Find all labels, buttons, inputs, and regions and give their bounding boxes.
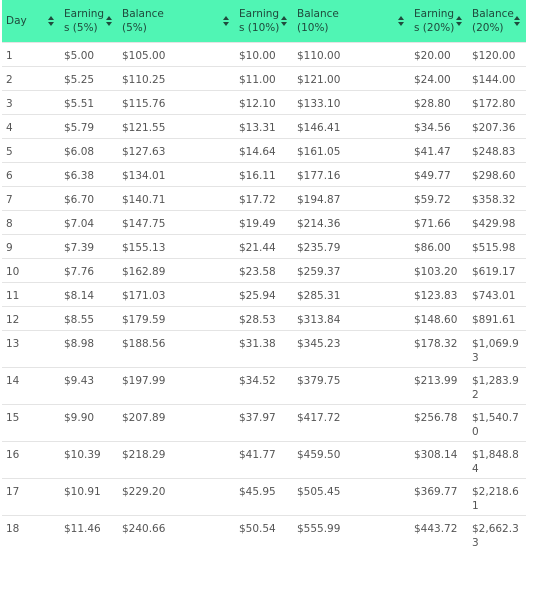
- table-cell-earnings-5: $6.08: [60, 139, 118, 163]
- table-cell-earnings-20: $443.72: [410, 516, 468, 553]
- table-cell-day: 13: [2, 331, 60, 368]
- table-row: [2, 405, 526, 442]
- table-cell-day: 3: [2, 91, 60, 115]
- table-cell-balance-20: $298.60: [468, 163, 526, 187]
- table-cell-balance-10: $110.00: [293, 43, 410, 67]
- table-cell-earnings-20: $213.99: [410, 368, 468, 405]
- table-cell-earnings-5: $9.90: [60, 405, 118, 442]
- column-header-label: Earnings (10%): [239, 8, 280, 34]
- table-cell-earnings-20: $24.00: [410, 67, 468, 91]
- table-row: [2, 139, 526, 163]
- table-cell-earnings-5: $9.43: [60, 368, 118, 405]
- earnings-table: [2, 0, 526, 553]
- table-cell-day: 5: [2, 139, 60, 163]
- table-cell-balance-10: $313.84: [293, 307, 410, 331]
- table-cell-balance-5: $197.99: [118, 368, 235, 405]
- table-cell-balance-10: $259.37: [293, 259, 410, 283]
- table-cell-earnings-5: $8.14: [60, 283, 118, 307]
- table-row: [2, 307, 526, 331]
- table-cell-earnings-5: $5.25: [60, 67, 118, 91]
- table-cell-day: 16: [2, 442, 60, 479]
- table-cell-balance-5: $218.29: [118, 442, 235, 479]
- table-cell-earnings-10: $41.77: [235, 442, 293, 479]
- table-cell-balance-5: $127.63: [118, 139, 235, 163]
- table-row: [2, 115, 526, 139]
- table-cell-balance-20: $120.00: [468, 43, 526, 67]
- table-cell-balance-5: $155.13: [118, 235, 235, 259]
- table-cell-balance-10: $161.05: [293, 139, 410, 163]
- table-cell-balance-10: $146.41: [293, 115, 410, 139]
- table-row: [2, 516, 526, 553]
- table-cell-balance-10: $379.75: [293, 368, 410, 405]
- table-cell-balance-5: $147.75: [118, 211, 235, 235]
- table-cell-earnings-5: $5.51: [60, 91, 118, 115]
- table-cell-balance-20: $172.80: [468, 91, 526, 115]
- table-cell-earnings-5: $8.98: [60, 331, 118, 368]
- table-cell-earnings-5: $6.70: [60, 187, 118, 211]
- table-row: [2, 235, 526, 259]
- table-cell-day: 4: [2, 115, 60, 139]
- table-cell-day: 11: [2, 283, 60, 307]
- table-cell-balance-5: $134.01: [118, 163, 235, 187]
- sort-arrows-icon[interactable]: [456, 15, 462, 27]
- table-cell-balance-20: $1,069.93: [468, 331, 526, 368]
- table-cell-day: 12: [2, 307, 60, 331]
- table-cell-earnings-10: $45.95: [235, 479, 293, 516]
- table-cell-balance-5: $140.71: [118, 187, 235, 211]
- table-body: [2, 43, 526, 553]
- table-cell-day: 6: [2, 163, 60, 187]
- table-cell-earnings-5: $10.39: [60, 442, 118, 479]
- table-cell-balance-20: $2,662.33: [468, 516, 526, 553]
- table-cell-balance-5: $110.25: [118, 67, 235, 91]
- column-header-label: Balance (5%): [122, 8, 164, 34]
- table-cell-balance-20: $1,540.70: [468, 405, 526, 442]
- table-cell-earnings-5: $5.00: [60, 43, 118, 67]
- column-header-earnings-20[interactable]: [410, 0, 468, 43]
- table-row: [2, 187, 526, 211]
- table-cell-earnings-20: $28.80: [410, 91, 468, 115]
- table-cell-earnings-20: $308.14: [410, 442, 468, 479]
- column-header-earnings-10[interactable]: [235, 0, 293, 43]
- table-cell-earnings-10: $23.58: [235, 259, 293, 283]
- column-header-balance-20[interactable]: [468, 0, 526, 43]
- table-cell-earnings-10: $31.38: [235, 331, 293, 368]
- table-cell-earnings-10: $17.72: [235, 187, 293, 211]
- table-cell-balance-20: $144.00: [468, 67, 526, 91]
- table-cell-earnings-20: $59.72: [410, 187, 468, 211]
- table-cell-balance-10: $194.87: [293, 187, 410, 211]
- sort-arrows-icon[interactable]: [281, 15, 287, 27]
- sort-arrows-icon[interactable]: [398, 15, 404, 27]
- table-cell-balance-20: $207.36: [468, 115, 526, 139]
- table-cell-balance-20: $515.98: [468, 235, 526, 259]
- table-cell-earnings-10: $12.10: [235, 91, 293, 115]
- table-cell-earnings-10: $28.53: [235, 307, 293, 331]
- table-cell-balance-10: $459.50: [293, 442, 410, 479]
- table-cell-earnings-5: $7.39: [60, 235, 118, 259]
- table-cell-balance-20: $743.01: [468, 283, 526, 307]
- table-cell-balance-10: $345.23: [293, 331, 410, 368]
- table-cell-balance-10: $555.99: [293, 516, 410, 553]
- table-cell-earnings-10: $37.97: [235, 405, 293, 442]
- column-header-balance-10[interactable]: [293, 0, 410, 43]
- column-header-label: Day: [6, 15, 27, 27]
- table-cell-earnings-20: $369.77: [410, 479, 468, 516]
- table-cell-earnings-20: $123.83: [410, 283, 468, 307]
- table-cell-earnings-5: $11.46: [60, 516, 118, 553]
- table-cell-earnings-20: $148.60: [410, 307, 468, 331]
- table-cell-day: 1: [2, 43, 60, 67]
- table-cell-earnings-10: $34.52: [235, 368, 293, 405]
- table-cell-balance-10: $177.16: [293, 163, 410, 187]
- table-cell-balance-5: $240.66: [118, 516, 235, 553]
- table-cell-balance-20: $891.61: [468, 307, 526, 331]
- column-header-earnings-5[interactable]: [60, 0, 118, 43]
- table-cell-earnings-10: $11.00: [235, 67, 293, 91]
- table-cell-day: 17: [2, 479, 60, 516]
- table-cell-balance-20: $429.98: [468, 211, 526, 235]
- sort-arrows-icon[interactable]: [223, 15, 229, 27]
- table-cell-balance-10: $285.31: [293, 283, 410, 307]
- table-cell-earnings-20: $71.66: [410, 211, 468, 235]
- column-header-label: Balance (20%): [472, 8, 514, 34]
- table-cell-balance-5: $115.76: [118, 91, 235, 115]
- table-cell-earnings-10: $10.00: [235, 43, 293, 67]
- sort-arrows-icon[interactable]: [48, 15, 54, 27]
- table-cell-balance-10: $235.79: [293, 235, 410, 259]
- table-row: [2, 259, 526, 283]
- table-cell-earnings-20: $41.47: [410, 139, 468, 163]
- table-cell-earnings-5: $10.91: [60, 479, 118, 516]
- table-cell-balance-10: $505.45: [293, 479, 410, 516]
- table-cell-balance-5: $171.03: [118, 283, 235, 307]
- table-cell-balance-20: $248.83: [468, 139, 526, 163]
- table-row: [2, 368, 526, 405]
- table-row: [2, 331, 526, 368]
- table-cell-day: 7: [2, 187, 60, 211]
- table-cell-day: 2: [2, 67, 60, 91]
- table-row: [2, 43, 526, 67]
- table-row: [2, 442, 526, 479]
- table-cell-balance-5: $229.20: [118, 479, 235, 516]
- table-row: [2, 479, 526, 516]
- sort-arrows-icon[interactable]: [514, 15, 520, 27]
- table-cell-earnings-5: $7.76: [60, 259, 118, 283]
- table-cell-balance-10: $214.36: [293, 211, 410, 235]
- table-cell-earnings-5: $5.79: [60, 115, 118, 139]
- table-cell-day: 10: [2, 259, 60, 283]
- table-cell-earnings-20: $86.00: [410, 235, 468, 259]
- sort-arrows-icon[interactable]: [106, 15, 112, 27]
- table-cell-earnings-10: $50.54: [235, 516, 293, 553]
- table-row: [2, 283, 526, 307]
- column-header-label: Earnings (20%): [414, 8, 455, 34]
- table-cell-earnings-20: $256.78: [410, 405, 468, 442]
- header-row: [2, 0, 526, 43]
- table-cell-balance-5: $207.89: [118, 405, 235, 442]
- table-cell-day: 15: [2, 405, 60, 442]
- table-cell-earnings-5: $7.04: [60, 211, 118, 235]
- table-row: [2, 67, 526, 91]
- table-cell-earnings-20: $20.00: [410, 43, 468, 67]
- table-row: [2, 211, 526, 235]
- table-cell-earnings-10: $14.64: [235, 139, 293, 163]
- table-cell-day: 9: [2, 235, 60, 259]
- table-cell-earnings-20: $178.32: [410, 331, 468, 368]
- column-header-balance-5[interactable]: [118, 0, 235, 43]
- table-cell-day: 8: [2, 211, 60, 235]
- table-cell-earnings-10: $19.49: [235, 211, 293, 235]
- table-cell-balance-20: $1,848.84: [468, 442, 526, 479]
- table-cell-earnings-20: $49.77: [410, 163, 468, 187]
- table-cell-balance-10: $121.00: [293, 67, 410, 91]
- table-cell-balance-10: $133.10: [293, 91, 410, 115]
- table-cell-earnings-5: $6.38: [60, 163, 118, 187]
- table-cell-earnings-10: $21.44: [235, 235, 293, 259]
- table-cell-balance-20: $619.17: [468, 259, 526, 283]
- column-header-day[interactable]: [2, 0, 60, 43]
- table-row: [2, 163, 526, 187]
- table-cell-balance-5: $188.56: [118, 331, 235, 368]
- table-cell-balance-5: $162.89: [118, 259, 235, 283]
- table-cell-balance-5: $179.59: [118, 307, 235, 331]
- table-cell-earnings-20: $34.56: [410, 115, 468, 139]
- table-cell-day: 18: [2, 516, 60, 553]
- column-header-label: Balance (10%): [297, 8, 339, 34]
- table-cell-balance-20: $1,283.92: [468, 368, 526, 405]
- table-cell-earnings-5: $8.55: [60, 307, 118, 331]
- table-cell-day: 14: [2, 368, 60, 405]
- table-cell-earnings-10: $13.31: [235, 115, 293, 139]
- table-cell-balance-20: $358.32: [468, 187, 526, 211]
- column-header-label: Earnings (5%): [64, 8, 105, 34]
- table-cell-balance-5: $121.55: [118, 115, 235, 139]
- table-cell-balance-20: $2,218.61: [468, 479, 526, 516]
- table-cell-balance-5: $105.00: [118, 43, 235, 67]
- table-cell-earnings-20: $103.20: [410, 259, 468, 283]
- table-cell-earnings-10: $16.11: [235, 163, 293, 187]
- table-row: [2, 91, 526, 115]
- table-cell-balance-10: $417.72: [293, 405, 410, 442]
- table-cell-earnings-10: $25.94: [235, 283, 293, 307]
